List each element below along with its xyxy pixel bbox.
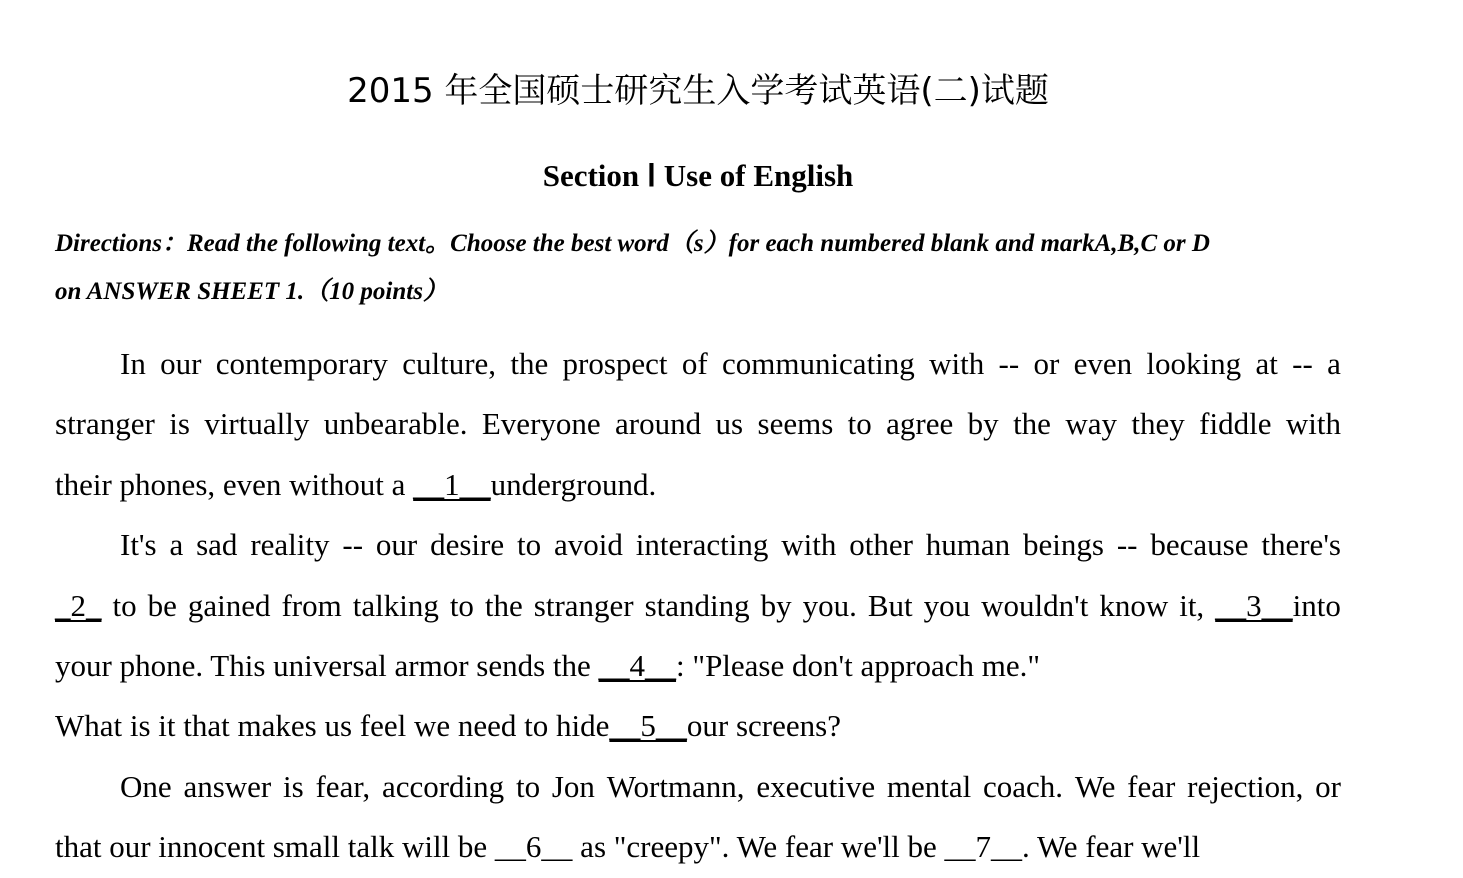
text-segment: their phones, even without a: [55, 466, 414, 502]
word: they: [1131, 406, 1185, 442]
blank-2: _2_: [55, 587, 102, 623]
word: contemporary: [215, 346, 388, 381]
word: avoid: [554, 527, 623, 563]
text-segment: into: [1292, 587, 1341, 623]
word: fiddle: [1199, 406, 1272, 442]
word: stranger: [55, 406, 155, 442]
word: --: [342, 527, 364, 563]
word: to: [112, 587, 137, 623]
word: to: [449, 587, 474, 623]
word: you: [923, 587, 971, 623]
p2-line-1: [55, 515, 1341, 575]
p1-line-2: [55, 394, 1341, 454]
passage: [55, 334, 1341, 878]
directions-line-2: on ANSWER SHEET 1.（10 points）: [55, 278, 448, 305]
word: seems: [757, 406, 834, 442]
word: to: [515, 768, 541, 804]
word: rejection,: [1187, 768, 1304, 804]
word: beings: [1023, 527, 1104, 563]
p3-line: [55, 696, 1341, 756]
text-segment: our screens?: [686, 708, 841, 744]
word: talking: [352, 587, 439, 623]
word: --: [998, 346, 1020, 381]
blank-3-group: [1215, 576, 1341, 636]
blank-5: __5__: [609, 708, 687, 744]
word: desire: [430, 527, 505, 563]
word: Jon: [551, 768, 595, 804]
p4-line-1: [55, 757, 1341, 817]
word: virtually: [204, 406, 310, 442]
word: It's: [120, 527, 157, 563]
word: Wortmann,: [606, 768, 745, 804]
blank-4: __4__: [598, 647, 677, 683]
word: sad: [196, 527, 238, 563]
word: culture,: [402, 346, 497, 381]
word: agree: [886, 406, 954, 442]
blank-1: __1__: [413, 466, 491, 502]
word: But: [867, 587, 913, 623]
word: or: [1315, 768, 1341, 804]
word: way: [1065, 406, 1117, 442]
word: know: [1099, 587, 1169, 623]
word: is: [169, 406, 190, 442]
word: by: [967, 406, 999, 442]
word: you.: [802, 587, 857, 623]
word: be: [147, 587, 177, 623]
word: gained: [187, 587, 271, 623]
word: fear: [1127, 768, 1176, 804]
word: by: [760, 587, 792, 623]
word: In: [120, 346, 146, 381]
document-page: [55, 0, 1341, 865]
word: wouldn't: [981, 587, 1089, 623]
word: around: [615, 406, 702, 442]
word: a: [169, 527, 184, 563]
word: us: [715, 406, 744, 442]
word: even: [1073, 346, 1133, 381]
word: standing: [644, 587, 750, 623]
word: coach.: [983, 768, 1064, 804]
text-segment: What is it that makes us feel we need to hide: [55, 708, 610, 744]
p4-line-2: that our innocent small talk will be __6__ as "creepy". We fear we'll be __7__. We fear we'll: [55, 829, 1201, 865]
word: at: [1255, 346, 1278, 381]
word: answer: [183, 768, 272, 804]
blank-3: __3__: [1215, 587, 1293, 623]
word: --: [1292, 346, 1313, 381]
word: stranger: [533, 587, 634, 623]
word: One: [120, 768, 172, 804]
word: to: [517, 527, 542, 563]
p1-line-3: [55, 455, 1341, 515]
word: the: [484, 587, 523, 623]
word: from: [281, 587, 342, 623]
word: fear,: [315, 768, 371, 804]
p1-line-1: [55, 334, 1341, 394]
word: with: [929, 346, 985, 381]
directions-line-1: Directions：Read the following text。Choose the best word（s）for each numbered blank and markA,B,C or D: [55, 230, 1210, 257]
text-segment: : "Please don't approach me.": [676, 647, 1041, 683]
word: is: [283, 768, 304, 804]
word: to: [847, 406, 872, 442]
word: our: [375, 527, 418, 563]
word: the: [1013, 406, 1051, 442]
word: because: [1150, 527, 1249, 563]
directions: [55, 220, 1341, 316]
word: or: [1033, 346, 1060, 381]
word: reality: [250, 527, 330, 563]
word: other: [849, 527, 913, 563]
p2-line-3: [55, 636, 1341, 696]
page-title: 2015 年全国硕士研究生入学考试英语(二)试题: [347, 71, 1049, 111]
word: mental: [886, 768, 972, 804]
word: a: [1327, 346, 1341, 381]
word: according: [381, 768, 505, 804]
text-segment: underground.: [490, 466, 657, 502]
word: looking: [1146, 346, 1242, 381]
word: the: [510, 346, 549, 381]
word: with: [781, 527, 837, 563]
word: --: [1116, 527, 1138, 563]
word: with: [1285, 406, 1341, 442]
word: unbearable.: [323, 406, 468, 442]
word: Everyone: [481, 406, 601, 442]
section-heading: Section Ⅰ Use of English: [542, 158, 854, 193]
word: prospect: [562, 346, 668, 381]
word: of: [681, 346, 708, 381]
word: our: [160, 346, 202, 381]
word: it,: [1179, 587, 1205, 623]
p2-line-2: [55, 576, 1341, 636]
text-segment: your phone. This universal armor sends the: [55, 647, 599, 683]
word: there's: [1261, 527, 1341, 563]
word: We: [1074, 768, 1116, 804]
word: communicating: [721, 346, 915, 381]
word: human: [925, 527, 1011, 563]
word: executive: [756, 768, 876, 804]
word: interacting: [635, 527, 769, 563]
